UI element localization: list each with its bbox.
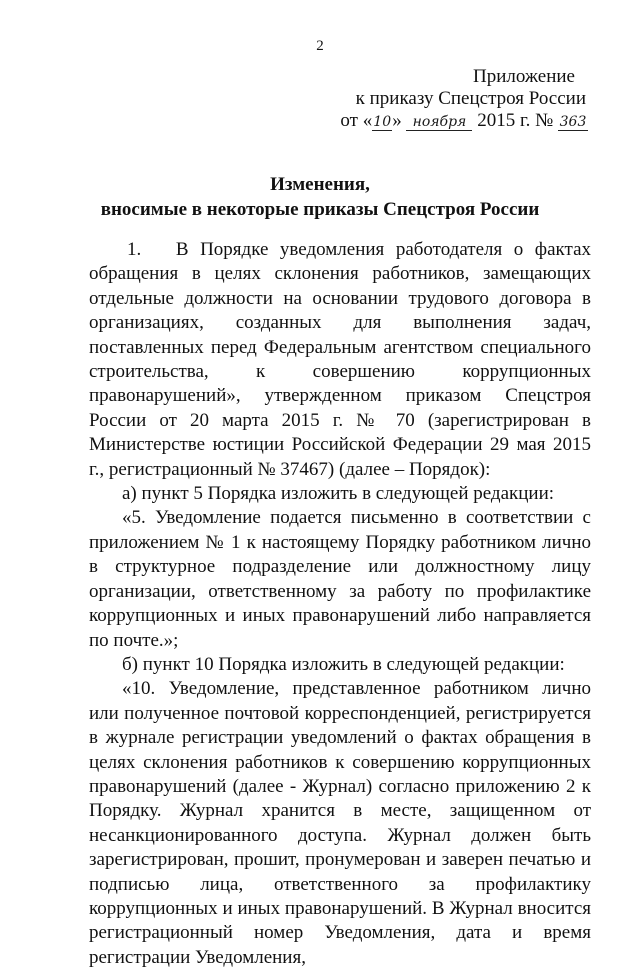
appendix-date-line	[328, 110, 588, 132]
date-prefix: от «	[340, 110, 373, 131]
paragraph-item-a: а) пункт 5 Порядка изложить в следующей редакции:	[122, 483, 555, 505]
document-title	[0, 172, 640, 222]
appendix-order-ref: к приказу Спецстроя России	[355, 88, 586, 109]
appendix-header	[328, 66, 588, 132]
date-mid: »	[392, 110, 402, 131]
handwritten-order-number: 363	[559, 114, 587, 130]
paragraph-1: 1. В Порядке уведомления работодателя о фактах обращения в целях склонения работников, замещающих отдельные должности на основании трудового договора в организациях, созданных для выполнения задач, поставленных перед Федеральным агентством специального строительства, к совершению коррупционных правонарушений», утвержденном приказом Спецстроя России от 20 марта 2015 г. № 70 (зарегистрирован в Министерстве юстиции Российской Федерации 29 мая 2015 г., регистрационный № 37467) (далее – Порядок):	[89, 239, 591, 480]
page-number: 2	[316, 38, 324, 54]
handwritten-day: 10	[373, 114, 392, 130]
title-line-2: вносимые в некоторые приказы Спецстроя России	[100, 199, 540, 220]
date-year-text: 2015 г. №	[477, 110, 554, 131]
paragraph-quote-5: «5. Уведомление подается письменно в соответствии с приложением № 1 к настоящему Порядку работником лично в структурное подразделение или должностному лицу организации, ответственному за работу по профилактике коррупционных и иных правонарушений либо направляется по почте.»;	[89, 507, 591, 651]
appendix-title: Приложение	[473, 66, 575, 87]
paragraph-quote-10: «10. Уведомление, представленное работником лично или полученное почтовой корреспонденцией, регистрируется в журнале регистрации уведомлений о фактах обращения в целях склонения работников к совершению коррупционных правонарушений (далее - Журнал) согласно приложению 2 к Порядку. Журнал хранится в месте, защищенном от несанкционированного доступа. Журнал должен быть зарегистрирован, прошит, пронумерован и заверен печатью и подписью лица, ответственного за профилактику коррупционных и иных правонарушений. В Журнал вносится регистрационный номер Уведомления, дата и время регистрации Уведомления,	[89, 678, 591, 968]
title-line-1: Изменения,	[270, 174, 370, 195]
paragraph-item-b: б) пункт 10 Порядка изложить в следующей редакции:	[122, 653, 565, 675]
handwritten-month: ноября	[406, 114, 472, 131]
document-body	[89, 238, 591, 970]
